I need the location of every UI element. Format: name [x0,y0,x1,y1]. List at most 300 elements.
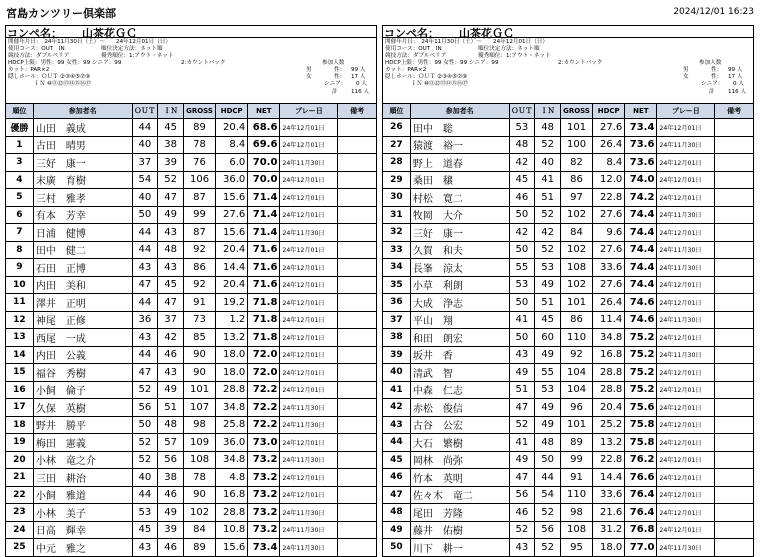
player-name: 小飼 倫子 [33,381,132,399]
hdcp-value: 18.0 [593,539,625,557]
out-score: 52 [132,381,158,399]
net-score: 75.2 [625,329,657,347]
out-score: 46 [509,189,535,207]
hdcp-value: 31.2 [593,521,625,539]
play-date: 24年12月01日 [657,451,715,469]
rank-cell: 13 [6,329,34,347]
net-score: 72.0 [248,364,280,382]
in-score: 49 [535,416,561,434]
out-score: 42 [509,154,535,172]
remarks [338,451,377,469]
player-name: 小林 美子 [33,504,132,522]
table-row [383,206,754,224]
hdcp-value: 14.4 [593,469,625,487]
in-score: 60 [535,329,561,347]
cut: カット：PAR×2 [385,67,427,73]
play-date: 24年11月30日 [280,521,338,539]
gross-score: 85 [183,329,215,347]
out-score: 55 [509,259,535,277]
table-row [6,346,377,364]
player-name: 三村 雅孝 [33,189,132,207]
male-label: 男 性： [683,67,723,73]
net-score: 73.2 [248,469,280,487]
gross-score: 86 [560,311,592,329]
gross-score: 102 [560,276,592,294]
in-score: 48 [158,241,184,259]
hdcp-value: 28.8 [216,381,248,399]
gross-score: 104 [560,381,592,399]
table-row [6,206,377,224]
total-label: 計 [332,89,338,95]
in-score: 52 [535,241,561,259]
rank-cell: 26 [383,119,411,137]
hdcp-value: 36.0 [216,434,248,452]
col-rank: 順位 [6,104,34,119]
period: 開催年月日： 24年11月30日（土）～ 24年12月01日（日） [385,39,548,45]
gross-score: 102 [183,504,215,522]
remarks [715,521,754,539]
in-score: 47 [158,294,184,312]
net-score: 75.6 [625,399,657,417]
in-score: 38 [158,469,184,487]
table-row [383,329,754,347]
hdcp-limit: HDCP上限：男性：99 女性：99 シニア：99 [8,60,122,66]
in-score: 51 [535,294,561,312]
net-score: 74.4 [625,241,657,259]
net-score: 73.2 [248,504,280,522]
gross-score: 110 [560,486,592,504]
player-name: 中森 仁志 [410,381,509,399]
hdcp-value: 13.2 [216,329,248,347]
gross-score: 101 [560,294,592,312]
total-label: 計 [709,89,715,95]
rank-cell: 優勝 [6,119,34,137]
net-score: 74.4 [625,259,657,277]
player-name: 内田 公義 [33,346,132,364]
header-row [6,104,377,119]
table-row [6,329,377,347]
rank-cell: 6 [6,206,34,224]
gross-score: 96 [560,399,592,417]
senior-count: 0 人 [356,81,367,87]
hdcp-value: 20.4 [216,241,248,259]
rank-cell: 1 [6,136,34,154]
net-score: 74.4 [625,276,657,294]
out-score: 50 [509,329,535,347]
net-score: 70.0 [248,171,280,189]
play-date: 24年12月01日 [657,276,715,294]
gross-score: 86 [560,171,592,189]
hdcp-value: 14.4 [216,259,248,277]
play-date: 24年12月01日 [280,434,338,452]
rank-cell: 34 [383,259,411,277]
hdcp-value: 27.6 [593,119,625,137]
net-score: 71.4 [248,189,280,207]
in-score: 46 [158,486,184,504]
remarks [715,364,754,382]
participants-label: 参加人数 [322,60,345,66]
remarks [338,119,377,137]
out-score: 45 [132,521,158,539]
hdcp-value: 20.4 [216,276,248,294]
use-course: 使用コース：OUT IN [8,46,65,52]
rank-cell: 23 [6,504,34,522]
player-name: 田中 健二 [33,241,132,259]
in-score: 43 [158,224,184,242]
remarks [715,294,754,312]
player-name: 石田 正博 [33,259,132,277]
col-hdcp: HDCP [216,104,248,119]
remarks [338,189,377,207]
table-row [383,241,754,259]
play-date: 24年11月30日 [280,504,338,522]
play-date: 24年12月01日 [280,329,338,347]
gross-score: 108 [183,451,215,469]
net-score: 71.6 [248,276,280,294]
in-score: 48 [535,434,561,452]
table-row [383,451,754,469]
hdcp-value: 18.0 [216,346,248,364]
net-score: 76.4 [625,504,657,522]
net-score: 76.6 [625,469,657,487]
remarks [715,451,754,469]
table-row [383,504,754,522]
in-score: 42 [158,329,184,347]
table-row [6,189,377,207]
player-name: 藤井 佑樹 [410,521,509,539]
net-score: 76.8 [625,521,657,539]
hidden-holes-in: ＩＮ ⑩⑪⑫⑬⑭⑮⑯⑰ [34,81,92,87]
results-table [5,103,377,557]
rank-cell: 43 [383,416,411,434]
rule: 競技方法：ダブルペリア [8,53,70,59]
rank-method: 順位決定方法：ネット順 [478,46,540,52]
play-date: 24年12月01日 [657,399,715,417]
remarks [715,276,754,294]
remarks [715,189,754,207]
hdcp-value: 16.8 [216,486,248,504]
play-date: 24年12月01日 [657,119,715,137]
play-date: 24年12月01日 [280,486,338,504]
gross-score: 91 [183,294,215,312]
play-date: 24年12月01日 [657,294,715,312]
rank-cell: 37 [383,311,411,329]
player-name: 福谷 秀樹 [33,364,132,382]
hdcp-value: 21.6 [593,504,625,522]
hdcp-value: 26.4 [593,136,625,154]
in-score: 43 [158,364,184,382]
remarks [338,311,377,329]
play-date: 24年12月01日 [657,504,715,522]
compe-info [5,25,377,103]
rank-cell: 21 [6,469,34,487]
gross-score: 92 [183,241,215,259]
hdcp-value: 6.0 [216,154,248,172]
out-score: 54 [132,171,158,189]
player-name: 佐々木 竜二 [410,486,509,504]
table-row [6,119,377,137]
out-score: 53 [132,504,158,522]
table-row [6,434,377,452]
rank-cell: 35 [383,276,411,294]
out-score: 53 [509,276,535,294]
play-date: 24年12月01日 [657,416,715,434]
table-row [383,399,754,417]
gross-score: 90 [183,364,215,382]
rank-cell: 22 [6,486,34,504]
hdcp-value: 8.4 [593,154,625,172]
net-score: 72.2 [248,416,280,434]
rank-cell: 7 [6,224,34,242]
play-date: 24年11月30日 [280,539,338,557]
header-row [383,104,754,119]
in-score: 43 [158,259,184,277]
col-rank: 順位 [383,104,411,119]
compe-info [382,25,754,103]
hdcp-limit: HDCP上限：男性：99 女性：99 シニア：99 [385,60,499,66]
table-row [383,311,754,329]
out-score: 47 [509,469,535,487]
rank-cell: 11 [6,294,34,312]
out-score: 42 [509,224,535,242]
col-in: ＩＮ [158,104,184,119]
hdcp-value: 28.8 [216,504,248,522]
in-score: 45 [158,119,184,137]
female-label: 女 性： [306,74,346,80]
gross-score: 101 [560,416,592,434]
player-name: 日浦 健博 [33,224,132,242]
in-score: 46 [158,346,184,364]
net-score: 71.6 [248,241,280,259]
use-course: 使用コース：OUT IN [385,46,442,52]
table-row [383,276,754,294]
player-name: 古田 晴男 [33,136,132,154]
play-date: 24年11月30日 [280,154,338,172]
play-date: 24年12月01日 [657,154,715,172]
out-score: 50 [509,241,535,259]
player-name: 牧岡 大介 [410,206,509,224]
hdcp-value: 22.8 [593,189,625,207]
play-date: 24年11月30日 [657,311,715,329]
hdcp-value: 27.6 [593,276,625,294]
net-score: 74.4 [625,206,657,224]
net-score: 74.2 [625,189,657,207]
net-score: 68.6 [248,119,280,137]
in-score: 53 [535,381,561,399]
rank-cell: 47 [383,486,411,504]
play-date: 24年12月01日 [280,276,338,294]
rank-cell: 17 [6,399,34,417]
gross-score: 78 [183,136,215,154]
in-score: 42 [535,224,561,242]
table-row [6,259,377,277]
table-row [6,241,377,259]
col-net: NET [625,104,657,119]
net-score: 71.6 [248,259,280,277]
out-score: 40 [132,136,158,154]
net-score: 73.2 [248,451,280,469]
gross-score: 90 [183,486,215,504]
out-score: 51 [509,381,535,399]
remarks [338,399,377,417]
out-score: 44 [132,241,158,259]
play-date: 24年11月30日 [280,451,338,469]
player-name: 山田 義成 [33,119,132,137]
player-name: 小林 竜之介 [33,451,132,469]
out-score: 49 [509,451,535,469]
net-score: 73.2 [248,486,280,504]
table-row [383,154,754,172]
gross-score: 102 [560,206,592,224]
gross-score: 84 [560,224,592,242]
remarks [715,486,754,504]
out-score: 37 [132,154,158,172]
remarks [715,259,754,277]
in-score: 49 [535,399,561,417]
hdcp-value: 16.8 [593,346,625,364]
out-score: 52 [509,416,535,434]
in-score: 52 [535,504,561,522]
in-score: 54 [535,486,561,504]
table-row [383,189,754,207]
rank-cell: 32 [383,224,411,242]
player-name: 野井 勝平 [33,416,132,434]
hdcp-value: 33.6 [593,486,625,504]
rank-cell: 10 [6,276,34,294]
rank-cell: 15 [6,364,34,382]
out-score: 43 [132,259,158,277]
col-gross: GROSS [560,104,592,119]
net-score: 73.0 [248,434,280,452]
remarks [338,241,377,259]
rank-cell: 38 [383,329,411,347]
gross-score: 99 [560,451,592,469]
in-score: 38 [158,136,184,154]
hdcp-value: 20.4 [216,119,248,137]
in-score: 49 [158,504,184,522]
player-name: 和田 朗宏 [410,329,509,347]
net-score: 73.6 [625,154,657,172]
table-row [6,136,377,154]
hdcp-value: 26.4 [593,294,625,312]
gross-score: 92 [183,276,215,294]
table-row [6,469,377,487]
gross-score: 98 [560,504,592,522]
rank-cell: 45 [383,451,411,469]
table-row [6,224,377,242]
col-gross: GROSS [183,104,215,119]
table-row [6,171,377,189]
play-date: 24年12月01日 [280,381,338,399]
rank-cell: 24 [6,521,34,539]
net-score: 72.2 [248,399,280,417]
table-row [383,294,754,312]
play-date: 24年12月01日 [280,241,338,259]
gross-score: 87 [183,189,215,207]
rank-cell: 28 [383,154,411,172]
play-date: 24年12月01日 [280,119,338,137]
in-score: 53 [535,259,561,277]
play-date: 24年12月01日 [657,189,715,207]
remarks [715,434,754,452]
period: 開催年月日： 24年11月30日（土）～ 24年12月01日（日） [8,39,171,45]
hdcp-value: 18.0 [216,364,248,382]
hdcp-value: 34.8 [593,329,625,347]
player-name: 大石 繁樹 [410,434,509,452]
hdcp-value: 4.8 [216,469,248,487]
table-row [6,276,377,294]
col-in: ＩＮ [535,104,561,119]
in-score: 45 [158,276,184,294]
hdcp-value: 33.6 [593,259,625,277]
remarks [338,469,377,487]
remarks [338,381,377,399]
player-name: 三好 康一 [33,154,132,172]
remarks [338,521,377,539]
gross-score: 106 [183,171,215,189]
out-score: 53 [509,119,535,137]
player-name: 長峯 涼太 [410,259,509,277]
table-row [6,539,377,557]
rank-cell: 48 [383,504,411,522]
hdcp-value: 19.2 [216,294,248,312]
remarks [715,311,754,329]
gross-score: 101 [560,119,592,137]
col-play-date: プレー日 [657,104,715,119]
table-row [6,364,377,382]
total-count: 116 人 [728,89,747,95]
remarks [715,241,754,259]
net-score: 75.8 [625,434,657,452]
rank-cell: 4 [6,171,34,189]
hidden-holes-in: ＩＮ ⑩⑪⑫⑬⑭⑮⑯⑰ [411,81,469,87]
gross-score: 73 [183,311,215,329]
senior-label: シニア： [324,81,347,87]
play-date: 24年12月01日 [657,224,715,242]
hdcp-value: 34.8 [216,451,248,469]
net-score: 74.4 [625,224,657,242]
remarks [715,119,754,137]
player-name: 久保 英樹 [33,399,132,417]
player-name: 中元 雅之 [33,539,132,557]
remarks [715,469,754,487]
player-name: 田中 聡 [410,119,509,137]
gross-score: 89 [560,434,592,452]
hdcp-value: 20.4 [593,399,625,417]
rank-cell: 40 [383,364,411,382]
table-row [383,416,754,434]
gross-score: 92 [560,346,592,364]
hdcp-value: 25.8 [216,416,248,434]
net-score: 73.4 [248,539,280,557]
participants-label: 参加人数 [699,60,722,66]
out-score: 49 [509,364,535,382]
net-score: 71.4 [248,224,280,242]
in-score: 52 [535,136,561,154]
gross-score: 104 [560,364,592,382]
gross-score: 95 [560,539,592,557]
net-score: 74.6 [625,294,657,312]
play-date: 24年12月01日 [280,259,338,277]
in-score: 40 [535,154,561,172]
play-date: 24年12月01日 [280,469,338,487]
hdcp-value: 12.0 [593,171,625,189]
remarks [338,276,377,294]
remarks [715,399,754,417]
play-date: 24年12月01日 [280,171,338,189]
out-score: 50 [509,206,535,224]
rank-cell: 42 [383,399,411,417]
